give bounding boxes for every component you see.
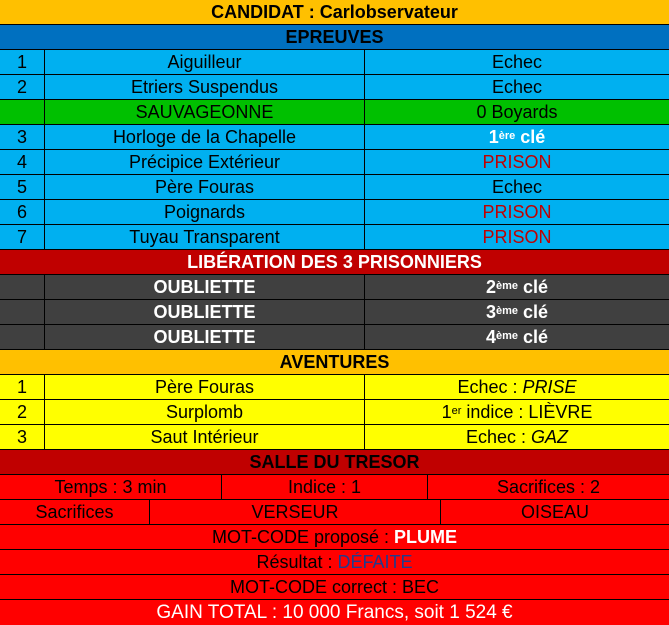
oubliette-result: [365, 325, 669, 349]
sauvageonne-row: [0, 100, 669, 125]
tresor-sacrifice-item: OISEAU: [520, 502, 590, 522]
epreuves-header: [0, 25, 669, 50]
tresor-sacrifices-label: Sacrifices: [0, 500, 150, 524]
oubliette-row: [0, 325, 669, 350]
aventure-result: [365, 425, 669, 449]
oubliette-num: [0, 325, 45, 349]
aventure-result-ordinal: er: [451, 404, 462, 417]
aventure-result-emph: PRISE: [522, 377, 577, 397]
mot-code-propose-label: MOT-CODE proposé :: [211, 527, 395, 547]
mot-code-correct-row: [0, 575, 669, 600]
epreuve-num: 6: [0, 200, 45, 224]
tresor-sacrifices-row: [0, 500, 669, 525]
aventure-result: [365, 375, 669, 399]
resultat-value: DÉFAITE: [337, 552, 413, 572]
key-label: clé: [518, 327, 549, 347]
sauvageonne-result: 0 Boyards: [476, 102, 558, 122]
tresor-temps: Temps : 3 min: [0, 475, 222, 499]
key-ordinal: ème: [495, 279, 518, 292]
epreuve-row: [0, 200, 669, 225]
aventure-result-prefix: Echec :: [457, 377, 523, 397]
tresor-title: SALLE DU TRESOR: [249, 452, 420, 472]
aventures-title: AVENTURES: [279, 352, 390, 372]
epreuve-num: 4: [0, 150, 45, 174]
epreuve-num: 2: [0, 75, 45, 99]
key-label: clé: [518, 302, 549, 322]
epreuve-num: 3: [0, 125, 45, 149]
mot-code-correct: MOT-CODE correct : BEC: [229, 577, 440, 597]
key-ordinal: ème: [495, 304, 518, 317]
aventure-row: [0, 425, 669, 450]
aventure-name: Surplomb: [45, 400, 365, 424]
tresor-indice: Indice : 1: [222, 475, 428, 499]
oubliette-num: [0, 300, 45, 324]
epreuves-title: EPREUVES: [285, 27, 384, 47]
aventure-result-prefix: Echec :: [465, 427, 531, 447]
resultat-row: [0, 550, 669, 575]
sauvageonne-num: [0, 100, 45, 124]
resultat-label: Résultat :: [256, 552, 338, 572]
key-number: 1: [488, 127, 499, 147]
aventure-row: [0, 375, 669, 400]
oubliette-row: [0, 275, 669, 300]
epreuve-num: 7: [0, 225, 45, 249]
epreuve-result-prison: PRISON: [482, 152, 552, 172]
epreuve-name: Précipice Extérieur: [45, 150, 365, 174]
epreuve-name: Père Fouras: [45, 175, 365, 199]
mot-code-propose: [0, 525, 669, 549]
oubliette-num: [0, 275, 45, 299]
key-number: 2: [485, 277, 496, 297]
aventure-result-prefix: 1: [441, 402, 452, 422]
key-label: clé: [518, 277, 549, 297]
aventure-result-emph: indice : LIÈVRE: [461, 402, 593, 422]
key-label: clé: [515, 127, 546, 147]
epreuve-row: [0, 125, 669, 150]
epreuve-name: Tuyau Transparent: [45, 225, 365, 249]
gain-total-row: [0, 600, 669, 625]
oubliette-result: [365, 300, 669, 324]
epreuve-row: [0, 50, 669, 75]
oubliette-row: [0, 300, 669, 325]
aventure-name: Père Fouras: [45, 375, 365, 399]
epreuve-num: 5: [0, 175, 45, 199]
oubliette-result: [365, 275, 669, 299]
liberation-header: [0, 250, 669, 275]
epreuve-result-key: [365, 125, 669, 149]
tresor-sacrifice-item: VERSEUR: [150, 500, 441, 524]
epreuve-name: Aiguilleur: [45, 50, 365, 74]
epreuve-result: Echec: [491, 52, 543, 72]
epreuve-row: [0, 175, 669, 200]
oubliette-name: OUBLIETTE: [45, 275, 365, 299]
key-number: 3: [485, 302, 496, 322]
epreuve-name: Horloge de la Chapelle: [45, 125, 365, 149]
aventures-header: [0, 350, 669, 375]
epreuve-result-prison: PRISON: [482, 227, 552, 247]
tresor-info-row: [0, 475, 669, 500]
epreuve-row: [0, 150, 669, 175]
key-ordinal: ème: [495, 329, 518, 342]
candidate-header: [0, 0, 669, 25]
key-number: 4: [485, 327, 496, 347]
epreuve-num: 1: [0, 50, 45, 74]
epreuve-result: Echec: [491, 177, 543, 197]
aventure-name: Saut Intérieur: [45, 425, 365, 449]
aventure-row: [0, 400, 669, 425]
sauvageonne-name: SAUVAGEONNE: [45, 100, 365, 124]
candidate-title: CANDIDAT : Carlobservateur: [211, 2, 458, 22]
mot-code-propose-row: [0, 525, 669, 550]
aventure-result-emph: GAZ: [531, 427, 569, 447]
epreuve-name: Etriers Suspendus: [45, 75, 365, 99]
epreuve-row: [0, 225, 669, 250]
epreuve-row: [0, 75, 669, 100]
epreuve-result: Echec: [491, 77, 543, 97]
tresor-header: [0, 450, 669, 475]
oubliette-name: OUBLIETTE: [45, 300, 365, 324]
gain-total: GAIN TOTAL : 10 000 Francs, soit 1 524 €: [156, 602, 513, 623]
oubliette-name: OUBLIETTE: [45, 325, 365, 349]
aventure-num: 1: [0, 375, 45, 399]
mot-code-propose-value: PLUME: [394, 527, 458, 547]
aventure-result: [365, 400, 669, 424]
aventure-num: 3: [0, 425, 45, 449]
liberation-title: LIBÉRATION DES 3 PRISONNIERS: [187, 252, 482, 272]
key-ordinal: ère: [498, 129, 516, 142]
epreuve-result-prison: PRISON: [482, 202, 552, 222]
resultat: [0, 550, 669, 574]
aventure-num: 2: [0, 400, 45, 424]
tresor-sacrifices-count: Sacrifices : 2: [496, 477, 601, 497]
epreuve-name: Poignards: [45, 200, 365, 224]
